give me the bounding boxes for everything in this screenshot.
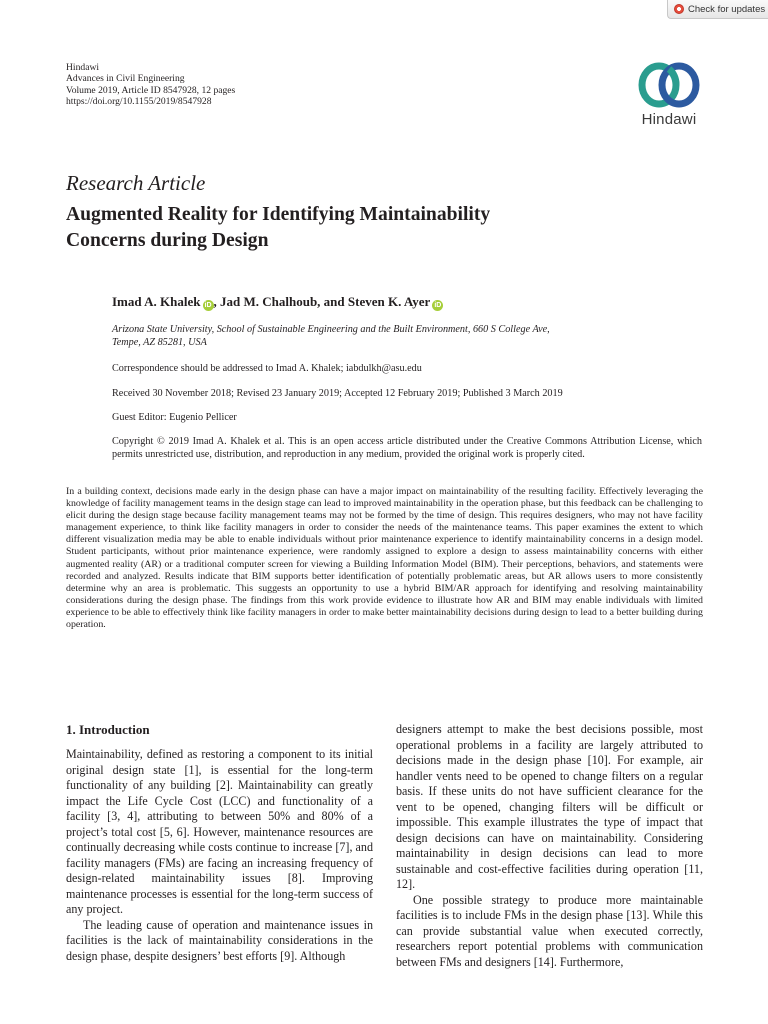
check-for-updates-label: Check for updates (688, 3, 766, 15)
publication-dates: Received 30 November 2018; Revised 23 January 2019; Accepted 12 February 2019; Published 3 March 2019 (112, 388, 563, 399)
journal-meta (66, 62, 235, 108)
affiliation (112, 323, 702, 349)
volume-info: Volume 2019, Article ID 8547928, 12 pages (66, 84, 236, 96)
hindawi-wordmark: Hindawi (641, 111, 697, 128)
body-column-left (66, 722, 373, 964)
paragraph: One possible strategy to produce more maintainable facilities is to include FMs in the design phase [13]. While this can provide substantial value when executed correctly, researchers report potential problems with communication between FMs and designers [14]. Furthermore, (396, 892, 703, 969)
copyright-notice: Copyright © 2019 Imad A. Khalek et al. This is an open access article distributed under the Creative Commons Attribution License, which permits unrestricted use, distribution, and reproduction in any medium, provided the original work is properly cited. (112, 436, 702, 460)
orcid-icon[interactable]: iD (434, 302, 442, 309)
authors-rest: , Jad M. Chalhoub, and Steven K. Ayer (213, 294, 431, 309)
author-list (112, 294, 443, 311)
title-line-1: Augmented Reality for Identifying Maintainability (66, 204, 491, 225)
publisher-name: Hindawi (66, 62, 100, 73)
guest-editor: Guest Editor: Eugenio Pellicer (112, 412, 237, 423)
affiliation-line-1: Arizona State University, School of Sustainable Engineering and the Built Environment, 660 S College Ave, (112, 324, 550, 335)
abstract: In a building context, decisions made early in the design phase can have a major impact on maintainability of the resulting facility. Effectively leveraging the knowledge of facility management teams in the design stage can lead to improved maintainability in the operation phase, but this feedback can be challenging to elicit during the design stage because facility management teams may not be formed by the time of design. This requires designers, who may not have facility management experience, to think like facility managers in order to consider the needs of the maintenance teams. This paper examines the extent to which different visualization media may be able to enable individuals without prior maintenance experience to identify maintainability concerns in a design model. Student participants, without prior maintenance experience, were randomly assigned to explore a design to assess maintainability concerns with either augmented reality (AR) or a traditional computer screen for viewing a Building Information Model (BIM). Their perceptions, behaviors, and statements were recorded and analyzed. Results indicate that BIM supports better identification of potentially problematic areas, but AR allows users to more consistently determine why an area is problematic. This suggests an opportunity to use a hybrid BIM/AR approach for identifying and resolving maintainability considerations during the design phase. The findings from this work provide evidence to illustrate how AR and BIM may enable individuals with limited experience to be able to effectively think like facility managers in order to make better maintainability decisions during design to lead to a better building during operation. (66, 486, 703, 631)
doi-link[interactable]: https://doi.org/10.1155/2019/8547928 (66, 96, 212, 108)
hindawi-rings-icon (636, 60, 702, 110)
paragraph: The leading cause of operation and maintenance issues in facilities is the lack of maintainability considerations in the design phase, despite designers’ best efforts [9]. Although (66, 917, 373, 963)
check-for-updates-badge[interactable] (667, 0, 768, 19)
section-heading: 1. Introduction (66, 722, 150, 737)
body-column-right (396, 722, 703, 970)
crossmark-icon (674, 4, 684, 14)
paragraph: Maintainability, defined as restoring a component to its initial original design state [1], is essential for the long-term functionality of any building [2]. Maintainability can greatly impact the Life Cycle Cost (LCC) and functionality of a facility [3, 4], attributing to between 50% and 80% of a project’s total cost [5, 6]. However, maintenance resources are continually decreasing while costs continue to increase [7], and facility managers (FMs) are facing an increasing frequency of design-related maintainability issues [8]. Improving maintenance processes is essential for the long-term success of any project. (66, 747, 373, 916)
author-1: Imad A. Khalek (112, 294, 201, 309)
orcid-icon[interactable]: iD (204, 302, 212, 309)
correspondence: Correspondence should be addressed to Imad A. Khalek; iabdulkh@asu.edu (112, 363, 422, 374)
paragraph: designers attempt to make the best decisions possible, most operational problems in a facility are largely attributed to decisions made in the design phase [10]. For example, air handler vents need to be opened to change filters on a regular basis. If these units do not have sufficient clearance for the vent to be opened, changing filters will be difficult or impossible. This example illustrates the type of impact that design decisions can have on maintainability. Considering maintainability in design decisions can lead to more sustainable and cost-effective facilities during operation [11, 12]. (396, 722, 703, 891)
affiliation-line-2: Tempe, AZ 85281, USA (112, 337, 207, 348)
hindawi-logo (629, 60, 709, 128)
title-line-2: Concerns during Design (66, 230, 269, 251)
article-type: Research Article (66, 171, 206, 195)
journal-name: Advances in Civil Engineering (66, 73, 185, 85)
article-title (66, 202, 490, 254)
